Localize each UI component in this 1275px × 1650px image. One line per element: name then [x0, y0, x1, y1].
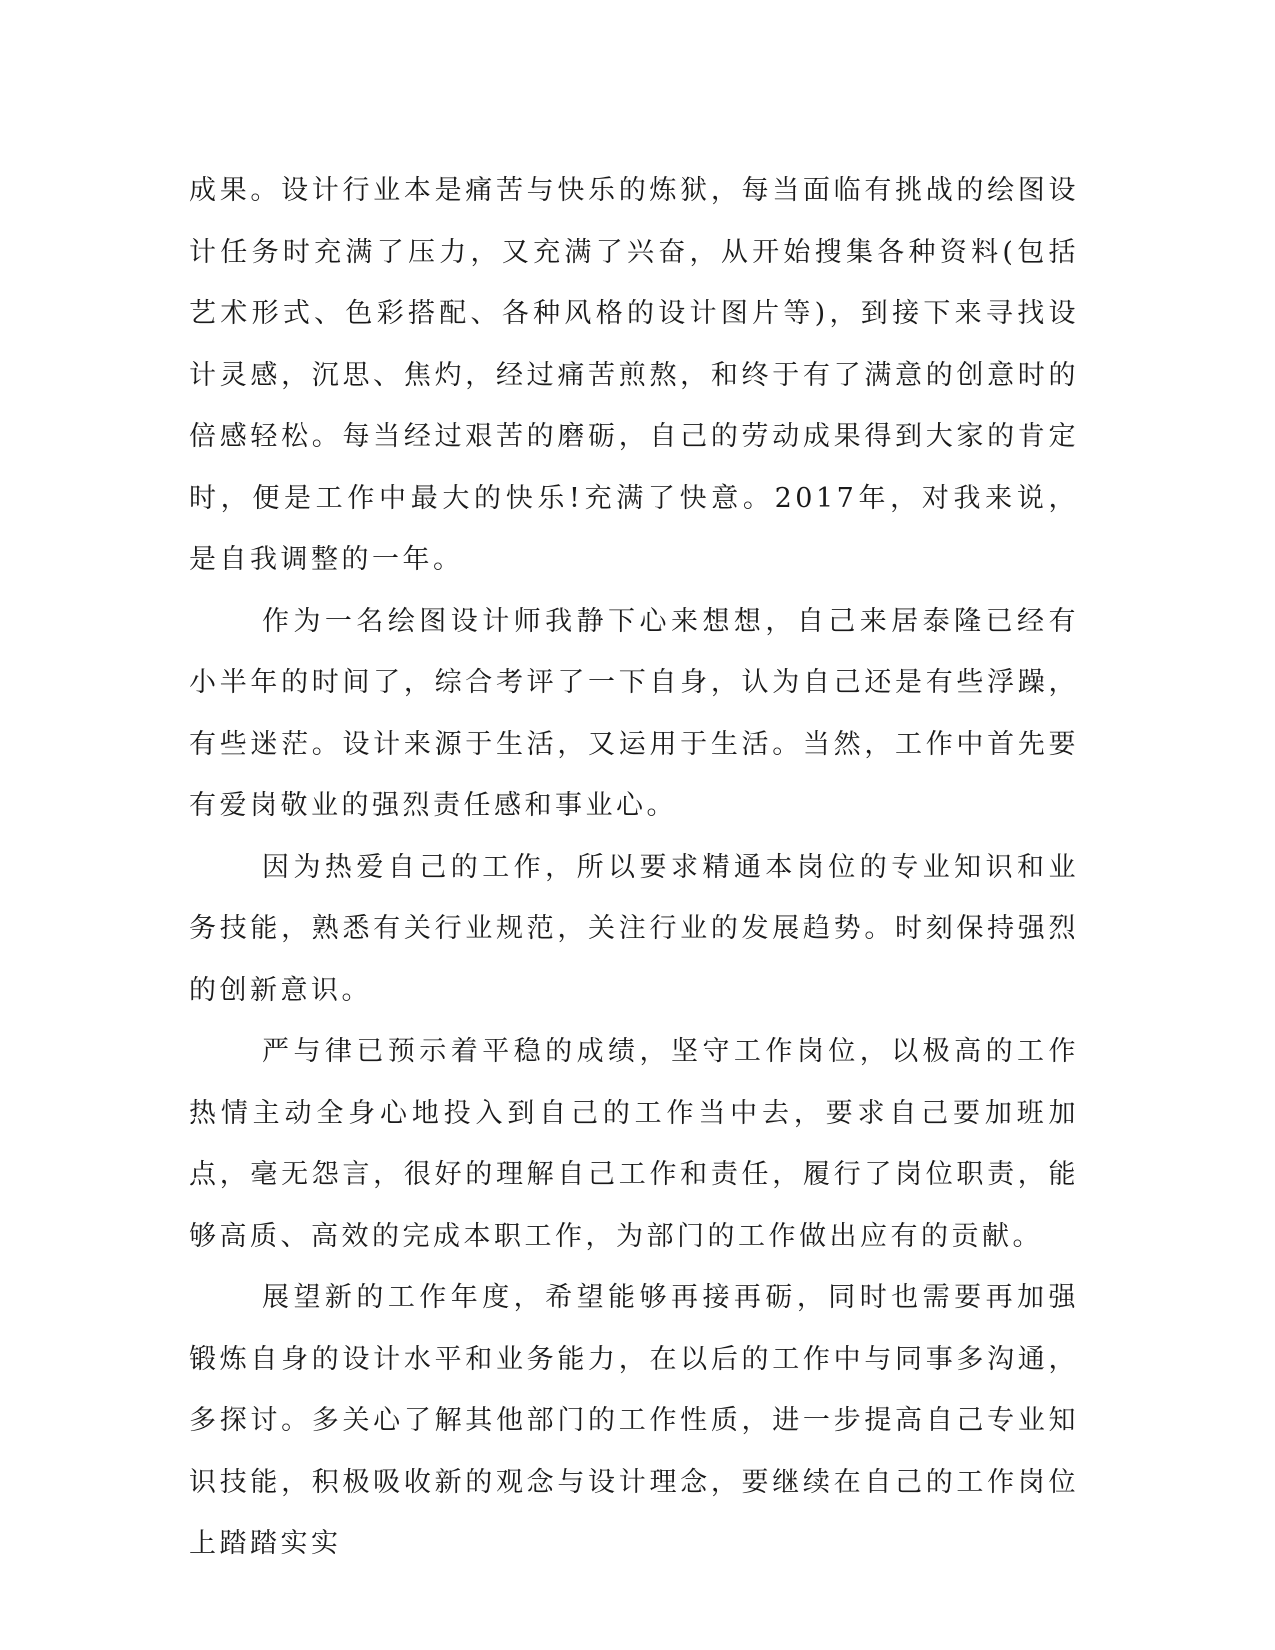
- paragraph-outlook: 展望新的工作年度，希望能够再接再砺，同时也需要再加强锻炼自身的设计水平和业务能力，在以后的工作中与同事多沟通，多探讨。多关心了解其他部门的工作性质，进一步提高自己专业知识技能，积极吸收新的观念与设计理念，要继续在自己的工作岗位上踏踏实实: [189, 1282, 1079, 1559]
- paragraph-skills: 因为热爱自己的工作，所以要求精通本岗位的专业知识和业务技能，熟悉有关行业规范，关注行业的发展趋势。时刻保持强烈的创新意识。: [189, 851, 1079, 1006]
- paragraph-discipline: 严与律已预示着平稳的成绩，坚守工作岗位，以极高的工作热情主动全身心地投入到自己的工作当中去，要求自己要加班加点，毫无怨言，很好的理解自己工作和责任，履行了岗位职责，能够高质、高效的完成本职工作，为部门的工作做出应有的贡献。: [189, 1036, 1079, 1252]
- paragraph-continuation: 成果。设计行业本是痛苦与快乐的炼狱，每当面临有挑战的绘图设计任务时充满了压力，又充满了兴奋，从开始搜集各种资料(包括艺术形式、色彩搭配、各种风格的设计图片等)，到接下来寻找设计灵感，沉思、焦灼，经过痛苦煎熬，和终于有了满意的创意时的倍感轻松。每当经过艰苦的磨砺，自己的劳动成果得到大家的肯定时，便是工作中最大的快乐!充满了快意。2017年，对我来说，是自我调整的一年。: [189, 175, 1079, 575]
- paragraph-reflection: 作为一名绘图设计师我静下心来想想，自己来居泰隆已经有小半年的时间了，综合考评了一下自身，认为自己还是有些浮躁，有些迷茫。设计来源于生活，又运用于生活。当然，工作中首先要有爱岗敬业的强烈责任感和事业心。: [189, 605, 1079, 821]
- document-body: [189, 160, 1079, 1575]
